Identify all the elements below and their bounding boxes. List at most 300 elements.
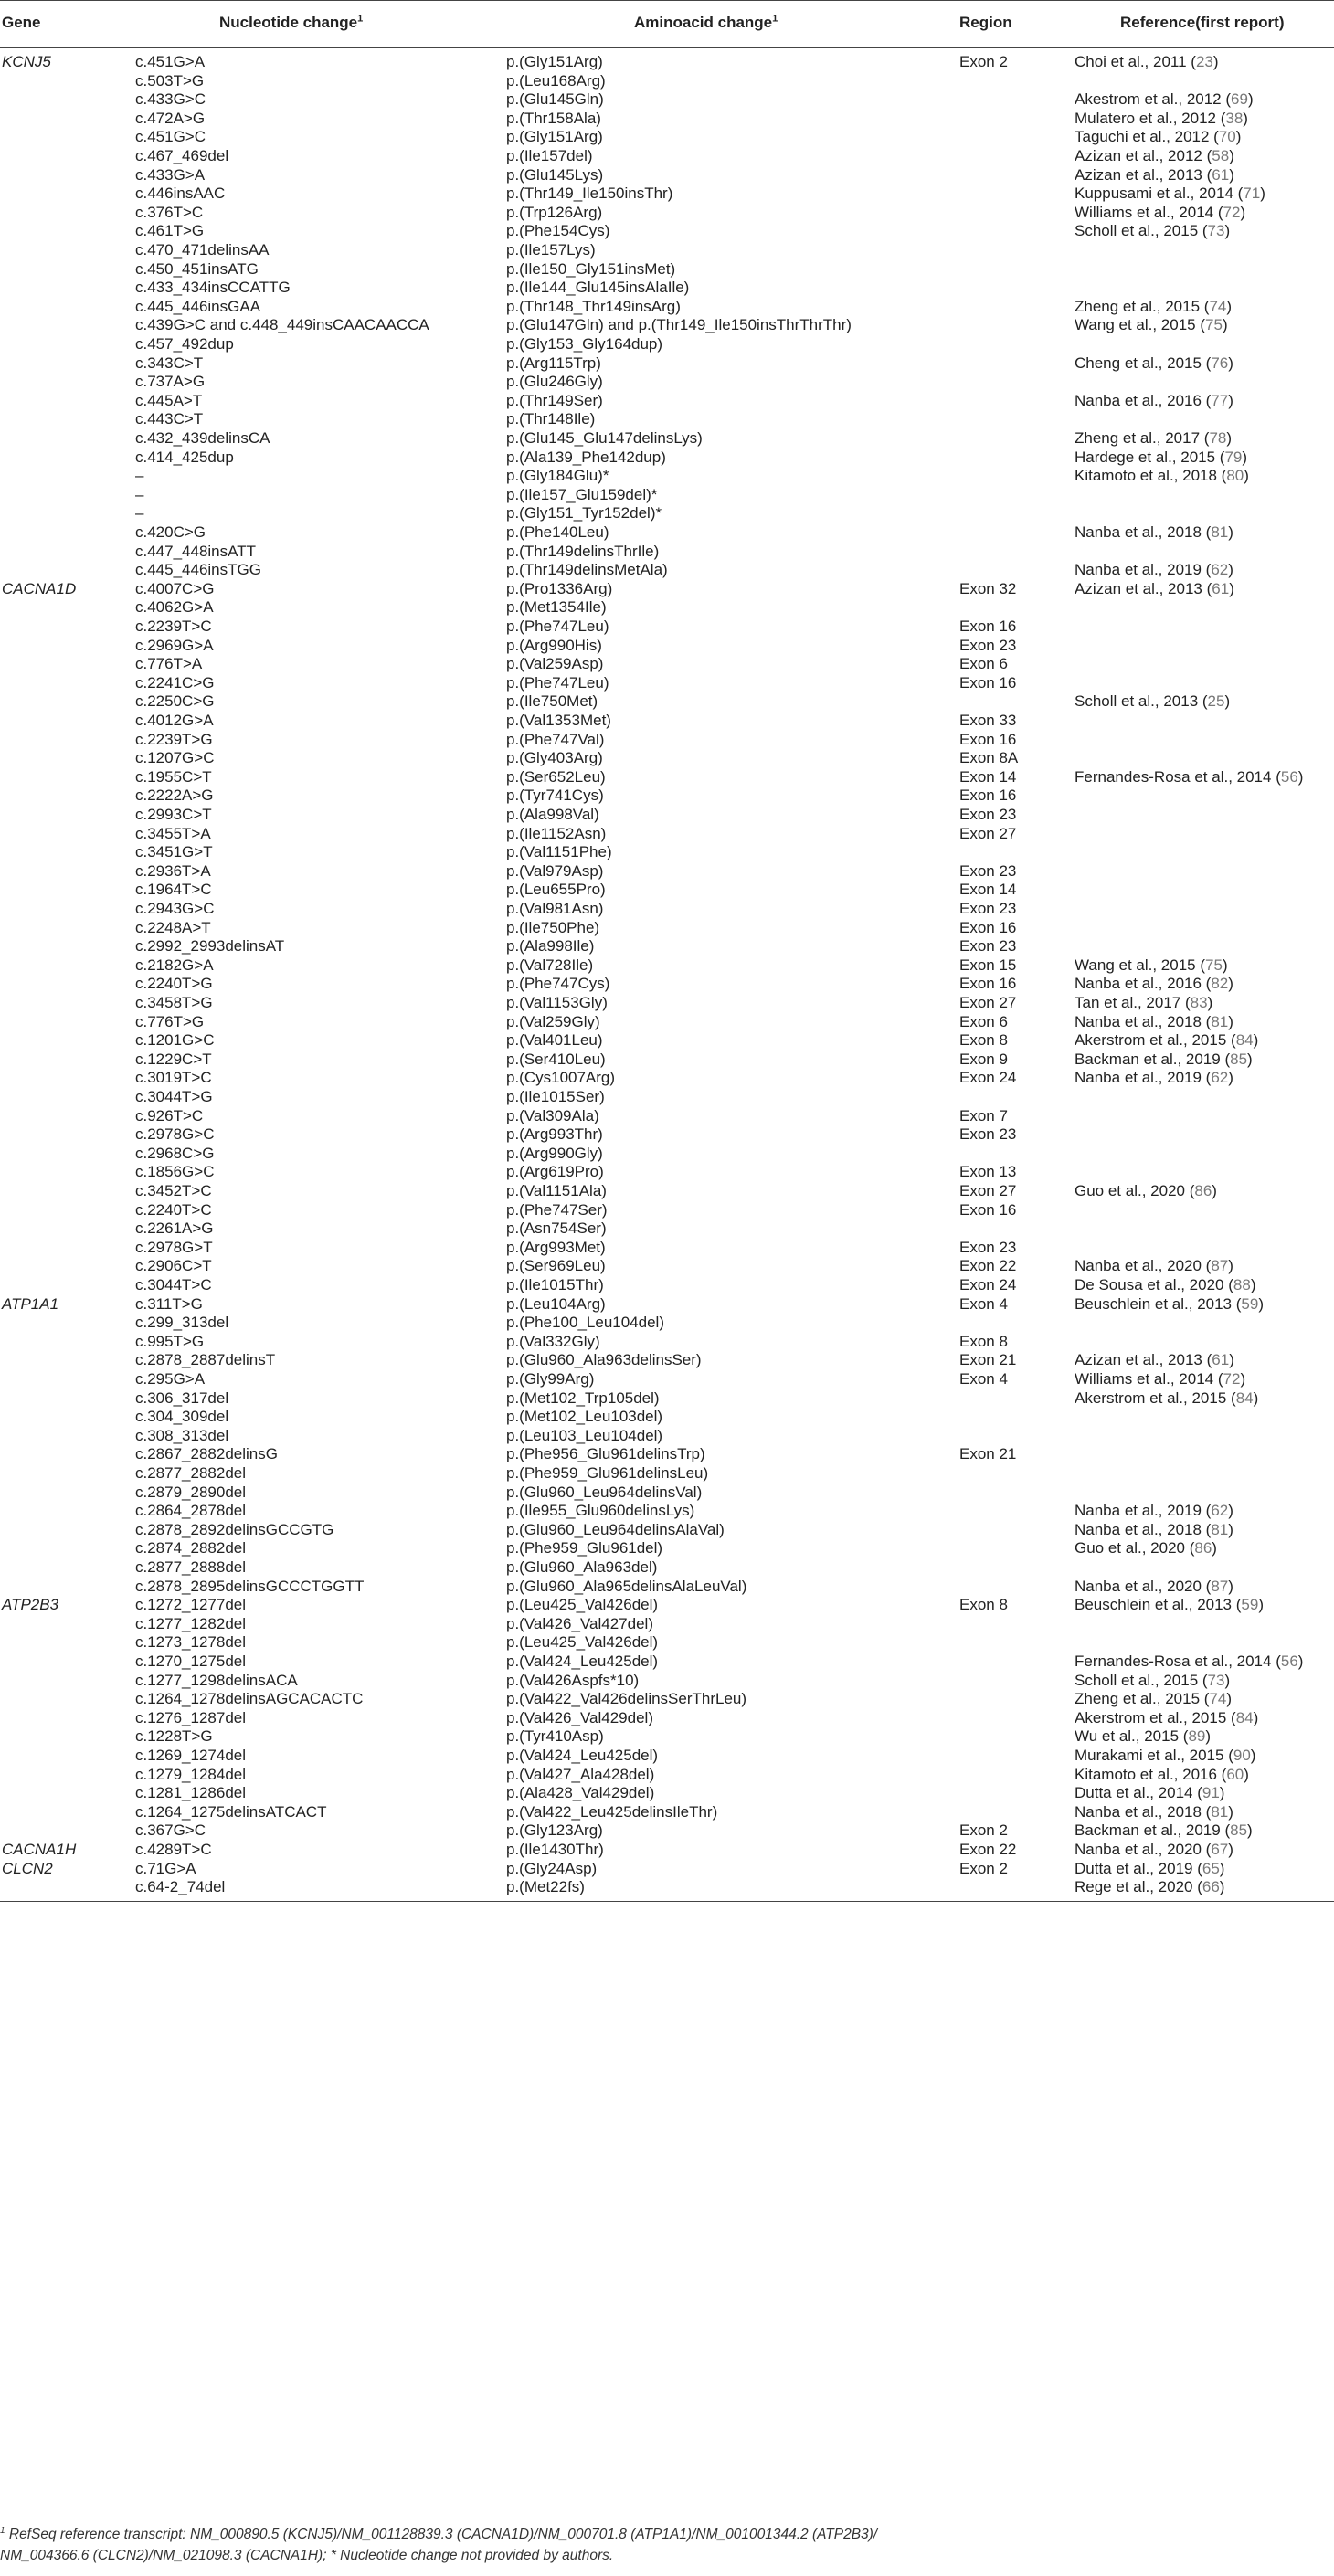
- table-row: [0, 72, 1334, 91]
- reference-number-link[interactable]: 62: [1211, 1502, 1229, 1520]
- nucleotide-cell: c.4012G>A: [135, 712, 214, 729]
- reference-cell: Nanba et al., 2019 (62): [1075, 561, 1233, 579]
- aminoacid-cell: p.(Met102_Trp105del): [506, 1388, 660, 1407]
- region-cell: Exon 16: [959, 918, 1017, 936]
- nucleotide-cell: c.343C>T: [135, 354, 204, 372]
- reference-text: Akerstrom et al., 2015: [1075, 1031, 1227, 1050]
- table-row: [0, 1031, 1334, 1050]
- reference-number-link[interactable]: 85: [1230, 1050, 1248, 1068]
- aminoacid-cell: p.(Phe140Leu): [506, 523, 609, 541]
- table-row: [0, 1145, 1334, 1164]
- reference-number-link[interactable]: 38: [1225, 109, 1244, 127]
- aminoacid-cell: p.(Glu246Gly): [506, 373, 603, 391]
- table-row: [0, 1747, 1334, 1766]
- table-row: [0, 1578, 1334, 1597]
- gene-cell: CACNA1D: [2, 579, 77, 597]
- region-cell: Exon 21: [959, 1351, 1017, 1369]
- nucleotide-cell: –: [135, 485, 144, 503]
- reference-number-link[interactable]: 75: [1205, 955, 1223, 974]
- reference-text: Nanba et al., 2018: [1075, 1012, 1202, 1030]
- aminoacid-cell: p.(Ala998Ile): [506, 937, 595, 955]
- reference-text: Nanba et al., 2019: [1075, 1069, 1202, 1087]
- aminoacid-cell: p.(Gly99Arg): [506, 1370, 595, 1388]
- reference-cell: Fernandes-Rosa et al., 2014 (56): [1075, 767, 1304, 786]
- reference-number-link[interactable]: 74: [1209, 1690, 1227, 1708]
- table-row: [0, 1333, 1334, 1352]
- nucleotide-cell: c.1955C>T: [135, 767, 212, 786]
- table-row: [0, 1784, 1334, 1803]
- aminoacid-cell: p.(Thr149delinsMetAla): [506, 561, 668, 579]
- reference-text: Nanba et al., 2019: [1075, 561, 1202, 579]
- table-row: [0, 185, 1334, 204]
- table-row: [0, 1727, 1334, 1747]
- aminoacid-cell: p.(Val309Ala): [506, 1106, 599, 1124]
- aminoacid-cell: p.(Ile144_Glu145insAlaIle): [506, 279, 690, 297]
- aminoacid-cell: p.(Phe956_Glu961delinsTrp): [506, 1445, 705, 1463]
- reference-number-link[interactable]: 59: [1241, 1596, 1259, 1614]
- aminoacid-cell: p.(Val426_Val429del): [506, 1708, 653, 1726]
- table-row: [0, 580, 1334, 599]
- nucleotide-cell: c.1207G>C: [135, 749, 215, 767]
- aminoacid-cell: p.(Cys1007Arg): [506, 1069, 616, 1087]
- nucleotide-cell: c.414_425dup: [135, 448, 234, 466]
- nucleotide-cell: c.470_471delinsAA: [135, 241, 270, 259]
- table-row: [0, 1672, 1334, 1691]
- reference-number-link[interactable]: 65: [1202, 1859, 1220, 1877]
- table-row: [0, 1314, 1334, 1333]
- reference-text: Nanba et al., 2016: [1075, 975, 1202, 993]
- table-row: [0, 354, 1334, 374]
- reference-number-link[interactable]: 62: [1211, 561, 1229, 579]
- reference-cell: Nanba et al., 2018 (81): [1075, 1012, 1233, 1030]
- table-row: [0, 937, 1334, 956]
- reference-cell: Williams et al., 2014 (72): [1075, 1370, 1246, 1388]
- aminoacid-cell: p.(Ile955_Glu960delinsLys): [506, 1502, 695, 1520]
- nucleotide-cell: c.1264_1278delinsAGCACACTC: [135, 1690, 364, 1708]
- aminoacid-cell: p.(Ile1430Thr): [506, 1841, 604, 1858]
- reference-text: Hardege et al., 2015: [1075, 448, 1216, 466]
- aminoacid-cell: p.(Gly151_Tyr152del)*: [506, 504, 662, 523]
- aminoacid-cell: p.(Leu168Arg): [506, 71, 606, 90]
- nucleotide-cell: c.2874_2882del: [135, 1539, 247, 1557]
- reference-cell: Guo et al., 2020 (86): [1075, 1182, 1217, 1199]
- nucleotide-cell: c.2993C>T: [135, 806, 212, 823]
- aminoacid-cell: p.(Gly123Arg): [506, 1821, 603, 1840]
- reference-number-link[interactable]: 61: [1212, 1351, 1230, 1369]
- nucleotide-cell: c.2182G>A: [135, 955, 214, 974]
- nucleotide-cell: c.2250C>G: [135, 692, 215, 711]
- header-nucleotide-label: Nucleotide change: [219, 14, 358, 31]
- reference-number-link[interactable]: 86: [1194, 1182, 1212, 1199]
- table-row: [0, 862, 1334, 882]
- nucleotide-cell: c.776T>A: [135, 655, 203, 673]
- nucleotide-cell: c.467_469del: [135, 147, 229, 164]
- aminoacid-cell: p.(Phe959_Glu961delinsLeu): [506, 1464, 709, 1482]
- table-row: [0, 222, 1334, 241]
- aminoacid-cell: p.(Ile150_Gly151insMet): [506, 259, 676, 278]
- header-reference: [1120, 14, 1285, 32]
- aminoacid-cell: p.(Val1151Phe): [506, 843, 612, 861]
- region-cell: Exon 16: [959, 975, 1017, 993]
- reference-number-link[interactable]: 89: [1188, 1727, 1206, 1746]
- reference-text: Wu et al., 2015: [1075, 1727, 1180, 1746]
- reference-cell: Nanba et al., 2018 (81): [1075, 523, 1233, 541]
- reference-text: Scholl et al., 2015: [1075, 1671, 1199, 1689]
- table-row: [0, 1427, 1334, 1446]
- nucleotide-cell: c.2240T>C: [135, 1200, 212, 1219]
- reference-text: Backman et al., 2019: [1075, 1050, 1221, 1068]
- nucleotide-cell: c.4007C>G: [135, 579, 215, 597]
- reference-cell: Zheng et al., 2015 (74): [1075, 297, 1233, 315]
- aminoacid-cell: p.(Arg990His): [506, 636, 602, 654]
- aminoacid-cell: p.(Phe747Cys): [506, 975, 610, 993]
- reference-number-link[interactable]: 81: [1211, 1802, 1229, 1821]
- region-cell: Exon 32: [959, 579, 1017, 597]
- reference-text: Akerstrom et al., 2015: [1075, 1708, 1227, 1726]
- reference-text: Beuschlein et al., 2013: [1075, 1596, 1233, 1614]
- table-row: [0, 1615, 1334, 1634]
- reference-number-link[interactable]: 87: [1211, 1257, 1229, 1275]
- nucleotide-cell: c.2906C>T: [135, 1257, 212, 1275]
- aminoacid-cell: p.(Phe747Val): [506, 730, 605, 748]
- reference-number-link[interactable]: 84: [1235, 1031, 1254, 1050]
- table-row: [0, 166, 1334, 185]
- reference-cell: Choi et al., 2011 (23): [1075, 53, 1219, 70]
- table-row: [0, 655, 1334, 674]
- nucleotide-cell: c.1270_1275del: [135, 1652, 247, 1670]
- nucleotide-cell: c.503T>G: [135, 71, 205, 90]
- nucleotide-cell: c.737A>G: [135, 373, 206, 391]
- table-row: [0, 1219, 1334, 1239]
- nucleotide-cell: c.447_448insATT: [135, 542, 256, 560]
- reference-text: Williams et al., 2014: [1075, 203, 1214, 221]
- region-cell: Exon 9: [959, 1050, 1008, 1068]
- region-cell: Exon 33: [959, 712, 1017, 729]
- nucleotide-cell: c.2222A>G: [135, 787, 214, 805]
- reference-number-link[interactable]: 74: [1209, 297, 1227, 315]
- reference-number-link[interactable]: 87: [1211, 1577, 1229, 1595]
- reference-number-link[interactable]: 86: [1194, 1539, 1212, 1557]
- region-cell: Exon 24: [959, 1069, 1017, 1087]
- nucleotide-cell: –: [135, 504, 144, 523]
- reference-number-link[interactable]: 67: [1211, 1841, 1229, 1858]
- reference-text: Murakami et al., 2015: [1075, 1747, 1224, 1764]
- nucleotide-cell: c.311T>G: [135, 1294, 203, 1313]
- table-row: [0, 561, 1334, 580]
- nucleotide-cell: c.1228T>G: [135, 1727, 213, 1746]
- table-row: [0, 1257, 1334, 1276]
- reference-number-link[interactable]: 84: [1235, 1388, 1254, 1407]
- reference-number-link[interactable]: 56: [1280, 1652, 1298, 1670]
- aminoacid-cell: p.(Leu104Arg): [506, 1294, 606, 1313]
- reference-number-link[interactable]: 72: [1223, 203, 1241, 221]
- reference-number-link[interactable]: 79: [1224, 448, 1243, 466]
- nucleotide-cell: c.376T>C: [135, 203, 204, 221]
- aminoacid-cell: p.(Arg115Trp): [506, 354, 601, 372]
- reference-cell: Kitamoto et al., 2018 (80): [1075, 467, 1249, 485]
- reference-text: Williams et al., 2014: [1075, 1370, 1214, 1388]
- reference-text: Nanba et al., 2019: [1075, 1502, 1202, 1520]
- nucleotide-cell: c.2867_2882delinsG: [135, 1445, 278, 1463]
- reference-cell: Zheng et al., 2017 (78): [1075, 429, 1233, 447]
- reference-number-link[interactable]: 84: [1235, 1708, 1254, 1726]
- reference-cell: Dutta et al., 2019 (65): [1075, 1859, 1225, 1877]
- reference-cell: Akestrom et al., 2012 (69): [1075, 90, 1254, 109]
- reference-text: Zheng et al., 2015: [1075, 1690, 1201, 1708]
- reference-cell: Azizan et al., 2013 (61): [1075, 579, 1234, 597]
- reference-number-link[interactable]: 60: [1226, 1765, 1244, 1783]
- reference-number-link[interactable]: 81: [1211, 523, 1229, 541]
- reference-text: Azizan et al., 2013: [1075, 165, 1202, 184]
- reference-text: Zheng et al., 2015: [1075, 297, 1201, 315]
- nucleotide-cell: c.451G>A: [135, 53, 206, 70]
- table-row: [0, 316, 1334, 335]
- aminoacid-cell: p.(Leu425_Val426del): [506, 1596, 659, 1614]
- aminoacid-cell: p.(Val424_Leu425del): [506, 1652, 659, 1670]
- nucleotide-cell: c.2968C>G: [135, 1144, 215, 1162]
- reference-text: Azizan et al., 2012: [1075, 147, 1202, 164]
- reference-number-link[interactable]: 66: [1202, 1878, 1220, 1896]
- reference-number-link[interactable]: 76: [1211, 354, 1229, 372]
- aminoacid-cell: p.(Arg993Thr): [506, 1125, 603, 1144]
- table-row: [0, 110, 1334, 129]
- reference-text: Guo et al., 2020: [1075, 1539, 1185, 1557]
- nucleotide-cell: c.3019T>C: [135, 1069, 212, 1087]
- nucleotide-cell: c.299_313del: [135, 1314, 229, 1332]
- gene-cell: KCNJ5: [2, 53, 51, 70]
- reference-number-link[interactable]: 70: [1218, 128, 1236, 146]
- reference-cell: Akerstrom et al., 2015 (84): [1075, 1031, 1259, 1050]
- reference-number-link[interactable]: 81: [1211, 1012, 1229, 1030]
- reference-cell: Backman et al., 2019 (85): [1075, 1050, 1253, 1068]
- table-row: [0, 806, 1334, 825]
- reference-number-link[interactable]: 59: [1241, 1294, 1259, 1313]
- aminoacid-cell: p.(Val1153Gly): [506, 994, 608, 1011]
- aminoacid-cell: p.(Gly184Glu)*: [506, 467, 609, 485]
- header-aminoacid-label: Aminoacid change: [634, 14, 773, 31]
- gene-cell: ATP1A1: [2, 1294, 59, 1313]
- aminoacid-cell: p.(Leu655Pro): [506, 881, 606, 899]
- region-cell: Exon 14: [959, 881, 1017, 899]
- reference-text: Nanba et al., 2020: [1075, 1577, 1202, 1595]
- nucleotide-cell: c.3044T>G: [135, 1088, 213, 1105]
- reference-cell: Nanba et al., 2020 (67): [1075, 1841, 1233, 1858]
- reference-text: Kitamoto et al., 2016: [1075, 1765, 1217, 1783]
- aminoacid-cell: p.(Trp126Arg): [506, 203, 603, 221]
- table-header: [0, 0, 1334, 48]
- table-row: [0, 1163, 1334, 1182]
- reference-text: Guo et al., 2020: [1075, 1182, 1185, 1199]
- table-row: [0, 1841, 1334, 1860]
- reference-text: Nanba et al., 2020: [1075, 1841, 1202, 1858]
- reference-cell: Kuppusami et al., 2014 (71): [1075, 185, 1265, 203]
- aminoacid-cell: p.(Ile157del): [506, 147, 593, 164]
- reference-number-link[interactable]: 78: [1209, 429, 1227, 447]
- table-row: [0, 1370, 1334, 1389]
- aminoacid-cell: p.(Val979Asp): [506, 861, 604, 880]
- reference-number-link[interactable]: 83: [1190, 994, 1208, 1011]
- nucleotide-cell: c.304_309del: [135, 1408, 229, 1426]
- reference-number-link[interactable]: 23: [1195, 53, 1213, 70]
- reference-number-link[interactable]: 81: [1211, 1520, 1229, 1538]
- reference-cell: Nanba et al., 2018 (81): [1075, 1520, 1233, 1538]
- reference-number-link[interactable]: 91: [1202, 1784, 1220, 1802]
- table-row: [0, 1125, 1334, 1145]
- reference-number-link[interactable]: 62: [1211, 1069, 1229, 1087]
- aminoacid-cell: p.(Tyr410Asp): [506, 1727, 604, 1746]
- reference-text: Nanba et al., 2020: [1075, 1257, 1202, 1275]
- reference-cell: Akerstrom et al., 2015 (84): [1075, 1388, 1259, 1407]
- table-row: [0, 1069, 1334, 1088]
- reference-number-link[interactable]: 80: [1226, 467, 1244, 485]
- nucleotide-cell: c.2969G>A: [135, 636, 214, 654]
- header-nucleotide: [219, 14, 363, 32]
- table-row: [0, 787, 1334, 806]
- reference-number-link[interactable]: 75: [1205, 316, 1223, 334]
- table-row: [0, 712, 1334, 731]
- table-row: [0, 1013, 1334, 1032]
- nucleotide-cell: c.1277_1282del: [135, 1614, 247, 1632]
- region-cell: Exon 16: [959, 1200, 1017, 1219]
- table-row: [0, 279, 1334, 298]
- aminoacid-cell: p.(Glu145_Glu147delinsLys): [506, 429, 703, 447]
- reference-cell: Nanba et al., 2016 (82): [1075, 975, 1233, 993]
- table-row: [0, 598, 1334, 618]
- reference-cell: Azizan et al., 2013 (61): [1075, 1351, 1234, 1369]
- reference-number-link[interactable]: 82: [1211, 975, 1229, 993]
- aminoacid-cell: p.(Ile750Met): [506, 692, 598, 711]
- aminoacid-cell: p.(Met102_Leu103del): [506, 1408, 663, 1426]
- reference-number-link[interactable]: 88: [1233, 1276, 1251, 1293]
- reference-cell: Tan et al., 2017 (83): [1075, 994, 1213, 1011]
- nucleotide-cell: c.2241C>G: [135, 673, 215, 692]
- table-row: [0, 1389, 1334, 1409]
- reference-text: Taguchi et al., 2012: [1075, 128, 1210, 146]
- aminoacid-cell: p.(Val422_Val426delinsSerThrLeu): [506, 1690, 747, 1708]
- region-cell: Exon 15: [959, 955, 1017, 974]
- table-row: [0, 1464, 1334, 1483]
- table-row: [0, 1709, 1334, 1728]
- table-row: [0, 1521, 1334, 1540]
- nucleotide-cell: c.1273_1278del: [135, 1633, 247, 1652]
- aminoacid-cell: p.(Val424_Leu425del): [506, 1747, 659, 1764]
- reference-number-link[interactable]: 90: [1233, 1747, 1251, 1764]
- table-row: [0, 523, 1334, 543]
- table-row: [0, 260, 1334, 280]
- reference-number-link[interactable]: 61: [1212, 579, 1230, 597]
- reference-number-link[interactable]: 73: [1207, 1671, 1225, 1689]
- nucleotide-cell: –: [135, 467, 144, 485]
- reference-number-link[interactable]: 77: [1211, 391, 1229, 409]
- aminoacid-cell: p.(Glu960_Ala963delinsSer): [506, 1351, 702, 1369]
- gene-cell: CLCN2: [2, 1859, 53, 1877]
- nucleotide-cell: c.472A>G: [135, 109, 206, 127]
- aminoacid-cell: p.(Met1354Ile): [506, 598, 607, 617]
- reference-text: Nanba et al., 2018: [1075, 1802, 1202, 1821]
- table-row: [0, 1690, 1334, 1709]
- table-row: [0, 674, 1334, 693]
- reference-number-link[interactable]: 72: [1223, 1370, 1241, 1388]
- aminoacid-cell: p.(Val259Asp): [506, 655, 604, 673]
- reference-text: Fernandes-Rosa et al., 2014: [1075, 1652, 1272, 1670]
- aminoacid-cell: p.(Glu145Gln): [506, 90, 604, 109]
- aminoacid-cell: p.(Val332Gly): [506, 1332, 600, 1350]
- table-row: [0, 543, 1334, 562]
- table-row: [0, 1652, 1334, 1672]
- reference-text: De Sousa et al., 2020: [1075, 1276, 1224, 1293]
- nucleotide-cell: c.2248A>T: [135, 918, 211, 936]
- reference-number-link[interactable]: 73: [1207, 222, 1225, 240]
- table-row: [0, 335, 1334, 354]
- reference-cell: Wang et al., 2015 (75): [1075, 316, 1228, 334]
- reference-cell: Kitamoto et al., 2016 (60): [1075, 1765, 1249, 1783]
- nucleotide-cell: c.2240T>G: [135, 975, 213, 993]
- region-cell: Exon 27: [959, 1182, 1017, 1199]
- nucleotide-cell: c.1277_1298delinsACA: [135, 1671, 298, 1689]
- region-cell: Exon 16: [959, 730, 1017, 748]
- gene-cell: ATP2B3: [2, 1596, 59, 1614]
- nucleotide-cell: c.367G>C: [135, 1821, 206, 1840]
- nucleotide-cell: c.2239T>G: [135, 730, 213, 748]
- reference-number-link[interactable]: 56: [1280, 767, 1298, 786]
- reference-number-link[interactable]: 85: [1230, 1821, 1248, 1840]
- nucleotide-cell: c.2239T>C: [135, 618, 212, 635]
- region-cell: Exon 2: [959, 53, 1008, 70]
- aminoacid-cell: p.(Glu960_Ala963del): [506, 1558, 658, 1576]
- table-row: [0, 749, 1334, 768]
- footnote-sup: 1: [0, 2525, 5, 2536]
- reference-number-link[interactable]: 58: [1212, 147, 1230, 164]
- table-row: [0, 1201, 1334, 1220]
- nucleotide-cell: c.926T>C: [135, 1106, 204, 1124]
- region-cell: Exon 6: [959, 655, 1008, 673]
- nucleotide-cell: c.445A>T: [135, 391, 203, 409]
- aminoacid-cell: p.(Thr148_Thr149insArg): [506, 297, 681, 315]
- reference-text: Dutta et al., 2019: [1075, 1859, 1193, 1877]
- table-row: [0, 1766, 1334, 1785]
- aminoacid-cell: p.(Val728Ile): [506, 955, 594, 974]
- nucleotide-cell: c.1201G>C: [135, 1031, 215, 1050]
- reference-cell: Azizan et al., 2012 (58): [1075, 147, 1234, 164]
- aminoacid-cell: p.(Gly151Arg): [506, 128, 603, 146]
- nucleotide-cell: c.776T>G: [135, 1012, 205, 1030]
- table-row: [0, 731, 1334, 750]
- nucleotide-cell: c.3452T>C: [135, 1182, 212, 1199]
- table-bottom-rule: [0, 1901, 1334, 1902]
- nucleotide-cell: c.1229C>T: [135, 1050, 212, 1068]
- nucleotide-cell: c.1269_1274del: [135, 1747, 247, 1764]
- reference-text: Backman et al., 2019: [1075, 1821, 1221, 1840]
- reference-number-link[interactable]: 69: [1231, 90, 1248, 109]
- table-row: [0, 449, 1334, 468]
- nucleotide-cell: c.450_451insATG: [135, 259, 259, 278]
- reference-cell: Akerstrom et al., 2015 (84): [1075, 1708, 1259, 1726]
- nucleotide-cell: c.2879_2890del: [135, 1483, 247, 1501]
- reference-number-link[interactable]: 25: [1207, 692, 1225, 711]
- aminoacid-cell: p.(Arg990Gly): [506, 1144, 603, 1162]
- table-row: [0, 1295, 1334, 1314]
- nucleotide-cell: c.439G>C and c.448_449insCAACAACCA: [135, 316, 429, 334]
- reference-text: Nanba et al., 2016: [1075, 391, 1202, 409]
- region-cell: Exon 23: [959, 900, 1017, 917]
- reference-number-link[interactable]: 61: [1212, 165, 1230, 184]
- reference-number-link[interactable]: 71: [1243, 185, 1261, 203]
- aminoacid-cell: p.(Val259Gly): [506, 1012, 600, 1030]
- table-row: [0, 1558, 1334, 1578]
- reference-cell: Wu et al., 2015 (89): [1075, 1727, 1212, 1746]
- aminoacid-cell: p.(Glu145Lys): [506, 165, 604, 184]
- nucleotide-cell: c.2878_2892delinsGCCGTG: [135, 1520, 334, 1538]
